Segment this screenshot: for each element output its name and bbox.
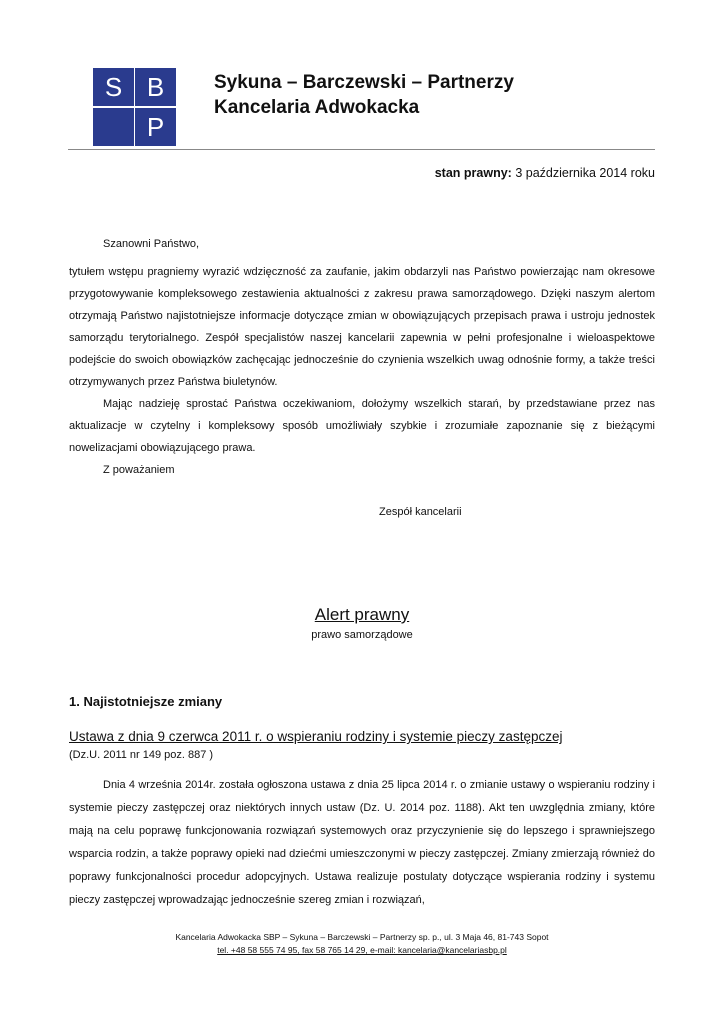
alert-title: Alert prawny	[314, 605, 410, 624]
letter-body	[69, 261, 655, 481]
logo-letter-s: S	[93, 68, 134, 106]
letter-closing: Z poważaniem	[103, 464, 175, 476]
law-reference: (Dz.U. 2011 nr 149 poz. 887 )	[69, 749, 214, 761]
legal-state	[435, 166, 655, 180]
footer-address: Kancelaria Adwokacka SBP – Sykuna – Barczewski – Partnerzy sp. p., ul. 3 Maja 46, 81-743 Sopot	[175, 932, 549, 942]
section-paragraph: Dnia 4 września 2014r. została ogłoszona ustawa z dnia 25 lipca 2014 r. o zmianie ustawy o wspieraniu rodziny i systemie pieczy zastępczej oraz niektórych innych ustaw (Dz. U. 2014 poz. 1188). Akt ten uwzględnia zmiany, które mają na celu poprawę funkcjonowania rozwiązań systemowych oraz przyczynienie się do lepszego i sprawniejszego wsparcia rodzin, a także poprawy opieki nad dziećmi umieszczonymi w pieczy zastępczej. Zmiany zmierzają również do poprawy funkcjonalności procedur adopcyjnych. Ustawa realizuje postulaty dotyczące wspierania rodziny i systemu pieczy zastępczej wprowadzając jednocześnie szereg zmian i rozwiązań,	[69, 779, 655, 906]
firm-type: Kancelaria Adwokacka	[214, 97, 420, 118]
firm-logo	[93, 68, 176, 146]
law-title: Ustawa z dnia 9 czerwca 2011 r. o wspieraniu rodziny i systemie pieczy zastępczej	[69, 729, 563, 744]
salutation: Szanowni Państwo,	[103, 238, 199, 250]
logo-letter-p: P	[135, 108, 176, 146]
letter-paragraph-2: Mając nadzieję sprostać Państwa oczekiwaniom, dołożymy wszelkich starań, by przedstawiane przez nas aktualizacje w czytelny i kompleksowy sposób umożliwiały szybkie i zrozumiałe zapoznanie się z bieżącymi nowelizacjami obowiązującego prawa.	[69, 398, 655, 454]
logo-blank-cell	[93, 108, 134, 146]
logo-letter-b: B	[135, 68, 176, 106]
alert-subtitle: prawo samorządowe	[311, 629, 413, 641]
signature: Zespół kancelarii	[379, 506, 462, 518]
section-heading: 1. Najistotniejsze zmiany	[69, 694, 223, 709]
letter-paragraph-1: tytułem wstępu pragniemy wyrazić wdzięczność za zaufanie, jakim obdarzyli nas Państwo powierzając nam okresowe przygotowywanie kompleksowego zestawienia aktualności z zakresu prawa samorządowego. Dzięki naszym alertom otrzymają Państwo najistotniejsze informacje dotyczące zmian w obowiązujących przepisach prawa i ustroju jednostek samorządu terytorialnego. Zespół specjalistów naszej kancelarii zapewnia w pełni profesjonalne i wieloaspektowe podejście do swoich obowiązków zachęcając jednocześnie do czynienia wszelkich uwag odnośnie formy, a także treści otrzymywanych przez Państwa biuletynów.	[69, 266, 655, 388]
firm-name: Sykuna – Barczewski – Partnerzy	[214, 72, 514, 93]
footer-contact: tel. +48 58 555 74 95, fax 58 765 14 29, e-mail: kancelaria@kancelariasbp.pl	[217, 945, 507, 955]
legal-state-value: 3 października 2014 roku	[515, 166, 655, 180]
header-divider	[68, 149, 655, 150]
legal-state-label: stan prawny:	[434, 166, 512, 180]
page-footer	[0, 931, 724, 957]
section-body	[69, 774, 655, 912]
